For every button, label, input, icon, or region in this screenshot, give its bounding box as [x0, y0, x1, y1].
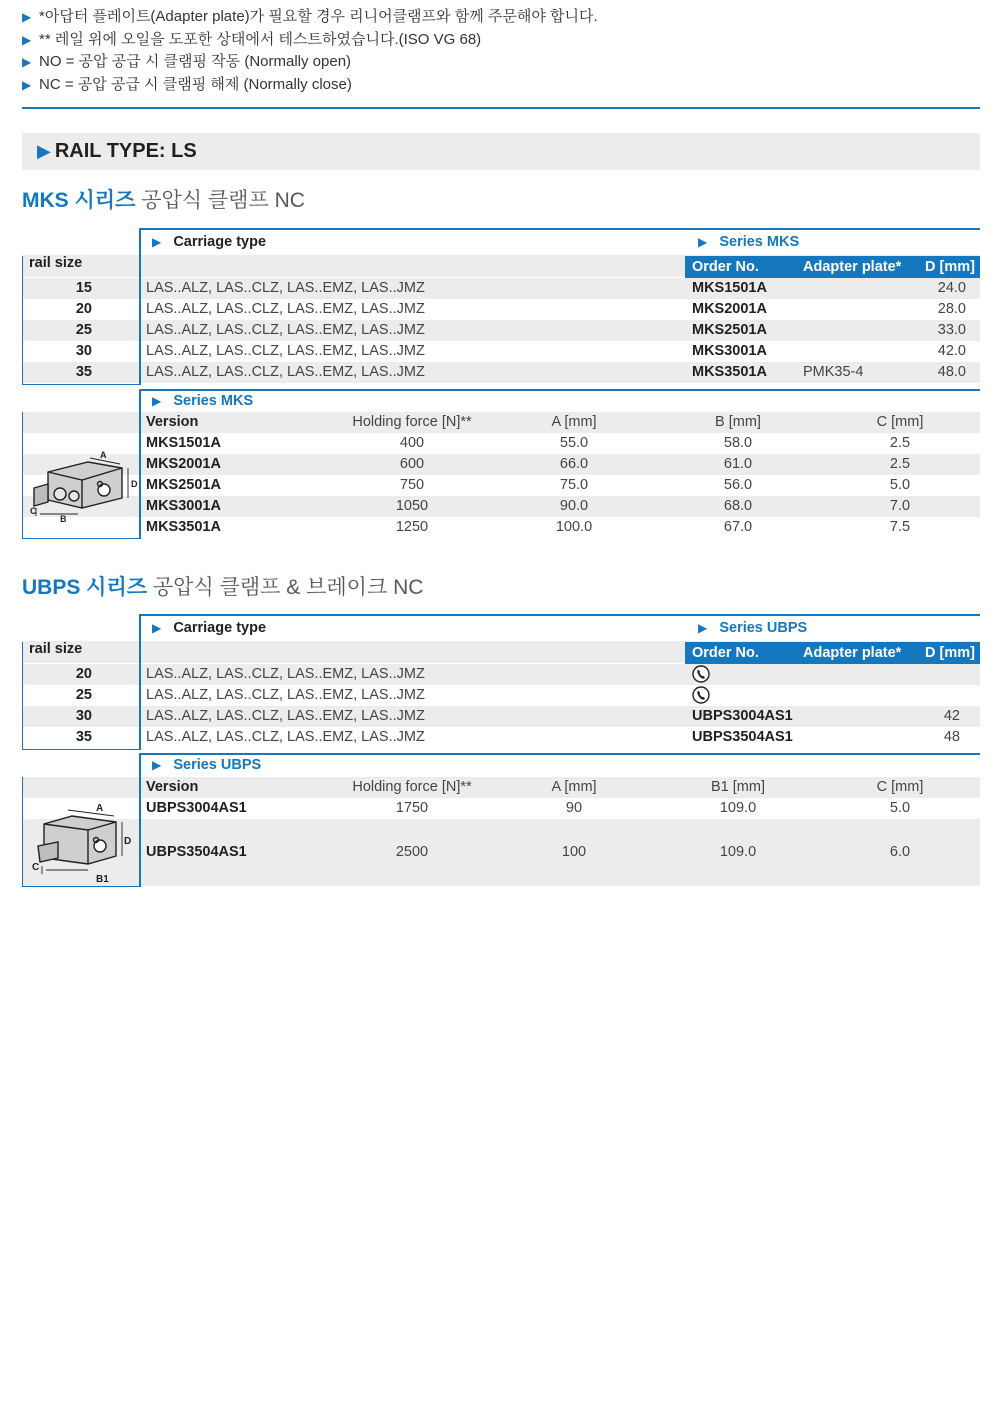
triangle-bullet-icon: ▶ — [37, 141, 51, 161]
table-row: 20 LAS..ALZ, LAS..CLZ, LAS..EMZ, LAS..JMZ MKS2001A 28.0 — [75, 301, 966, 317]
table-row: MKS1501A 400 55.0 58.0 2.5 — [146, 435, 911, 451]
mks-order-header: Order No. Adapter plate* D [mm] — [685, 256, 980, 278]
dim-label-a: A — [96, 803, 104, 814]
triangle-bullet-icon: ▶ — [152, 621, 162, 635]
table-row: 20 LAS..ALZ, LAS..CLZ, LAS..EMZ, LAS..JMZ — [22, 664, 980, 685]
dim-label-d: D — [124, 836, 132, 847]
phone-icon — [692, 665, 710, 686]
table-row: 30 LAS..ALZ, LAS..CLZ, LAS..EMZ, LAS..JMZ MKS3001A 42.0 — [75, 343, 966, 359]
spec-header-row: Version Holding force [N]** A [mm] B1 [mm] C [mm] — [22, 777, 980, 798]
note-oil: ▶ ** 레일 위에 오일을 도포한 상태에서 테스트하였습니다.(ISO VG 68) — [22, 29, 598, 52]
dim-label-b: B — [60, 514, 67, 522]
note-no: ▶ NO = 공압 공급 시 클램핑 작동 (Normally open) — [22, 51, 598, 74]
triangle-bullet-icon: ▶ — [22, 55, 32, 69]
triangle-bullet-icon: ▶ — [22, 32, 32, 47]
phone-icon — [692, 686, 710, 707]
ubps-clamp-diagram — [32, 800, 140, 884]
mks-section-title: MKS 시리즈 공압식 클램프 NC — [22, 189, 305, 212]
ubps-header-row: ▶ Carriage type ▶ Series UBPS — [152, 620, 808, 636]
rail-type-heading: ▶ RAIL TYPE: LS — [22, 133, 980, 170]
rail-size-label: rail size — [29, 255, 83, 271]
dim-label-c: C — [30, 506, 37, 516]
table-row: 35 LAS..ALZ, LAS..CLZ, LAS..EMZ, LAS..JMZ MKS3501A PMK35-4 48.0 — [22, 362, 980, 383]
table-row: MKS3001A 1050 90.0 68.0 7.0 — [22, 496, 980, 517]
dim-label-a: A — [100, 450, 107, 460]
divider — [22, 107, 980, 109]
mks-clamp-diagram — [30, 450, 138, 522]
table-row: 25 LAS..ALZ, LAS..CLZ, LAS..EMZ, LAS..JMZ — [22, 685, 980, 706]
ubps-section-title: UBPS 시리즈 공압식 클램프 & 브레이크 NC — [22, 576, 424, 599]
rail-size-label: rail size — [29, 641, 83, 657]
dim-label-d: D — [131, 479, 138, 489]
ubps-order-header: Order No. Adapter plate* D [mm] — [685, 642, 980, 664]
triangle-bullet-icon: ▶ — [22, 10, 32, 24]
triangle-bullet-icon: ▶ — [698, 235, 708, 249]
mks-header-row: ▶ Carriage type ▶ Series MKS — [152, 234, 800, 250]
ubps-table: ▶ Carriage type ▶ Series UBPS rail size Order No. Adapter plate* D [mm] 20 LAS..ALZ, LAS..CLZ, LAS..EMZ, LAS..JMZ 25 LAS..ALZ, LAS..CLZ, LAS..EMZ, LAS..JMZ 30 LAS..ALZ, LAS..CLZ, LAS..EMZ, LAS..JMZ UBPS3004AS1 42 35 LAS..ALZ, LAS..CLZ, LAS..EMZ, LAS..JMZ UBPS3504AS1 48 ▶ Series UBPS Version Holding force [N]** A [mm] B1 [mm] C [mm] UBPS3004AS1 1750 90 109.0 5.0 UBPS3504AS1 2500 100 109.0 6.0 A D C B1 — [22, 614, 980, 888]
mks-table: ▶ Carriage type ▶ Series MKS rail size Order No. Adapter plate* D [mm] 15 LAS..ALZ, LAS..CLZ, LAS..EMZ, LAS..JMZ MKS1501A 24.0 20 LAS..ALZ, LAS..CLZ, LAS..EMZ, LAS..JMZ MKS2001A 28.0 25 LAS..ALZ, LAS..CLZ, LAS..EMZ, LAS..JMZ MKS2501A 33.0 30 LAS..ALZ, LAS..CLZ, LAS..EMZ, LAS..JMZ MKS3001A 42.0 35 LAS..ALZ, LAS..CLZ, LAS..EMZ, LAS..JMZ MKS3501A PMK35-4 48.0 ▶ Series MKS Version Holding force [N]** A [mm] B [mm] C [mm] MKS1501A 400 55.0 58.0 2.5 MKS2001A 600 66.0 61.0 2.5 MKS2501A 750 75.0 56.0 5.0 MKS3001A 1050 90.0 68.0 7.0 MKS3501A 1250 100.0 67.0 7.5 A D C B — [22, 228, 980, 540]
table-row: 30 LAS..ALZ, LAS..CLZ, LAS..EMZ, LAS..JMZ UBPS3004AS1 42 — [22, 706, 980, 727]
table-row: 25 LAS..ALZ, LAS..CLZ, LAS..EMZ, LAS..JMZ MKS2501A 33.0 — [22, 320, 980, 341]
spec-header-row: Version Holding force [N]** A [mm] B [mm] C [mm] — [22, 412, 980, 433]
table-row: 35 LAS..ALZ, LAS..CLZ, LAS..EMZ, LAS..JMZ UBPS3504AS1 48 — [75, 729, 960, 745]
note-nc: ▶ NC = 공압 공급 시 클램핑 해제 (Normally close) — [22, 74, 598, 97]
table-row: UBPS3504AS1 2500 100 109.0 6.0 — [22, 819, 980, 886]
dim-label-b1: B1 — [96, 874, 109, 884]
notes — [22, 6, 598, 96]
triangle-bullet-icon: ▶ — [698, 621, 708, 635]
table-row: MKS3501A 1250 100.0 67.0 7.5 — [146, 519, 911, 535]
table-row: MKS2501A 750 75.0 56.0 5.0 — [146, 477, 911, 493]
triangle-bullet-icon: ▶ — [152, 394, 162, 408]
table-row: MKS2001A 600 66.0 61.0 2.5 — [22, 454, 980, 475]
triangle-bullet-icon: ▶ — [152, 758, 162, 772]
table-row: UBPS3004AS1 1750 90 109.0 5.0 — [146, 800, 911, 816]
triangle-bullet-icon: ▶ — [152, 235, 162, 249]
triangle-bullet-icon: ▶ — [22, 77, 32, 92]
dim-label-c: C — [32, 862, 40, 873]
table-row: 15 LAS..ALZ, LAS..CLZ, LAS..EMZ, LAS..JMZ MKS1501A 24.0 — [22, 278, 980, 299]
note-adapter: ▶ *아답터 플레이트(Adapter plate)가 필요할 경우 리니어클램프와 함께 주문해야 합니다. — [22, 6, 598, 29]
